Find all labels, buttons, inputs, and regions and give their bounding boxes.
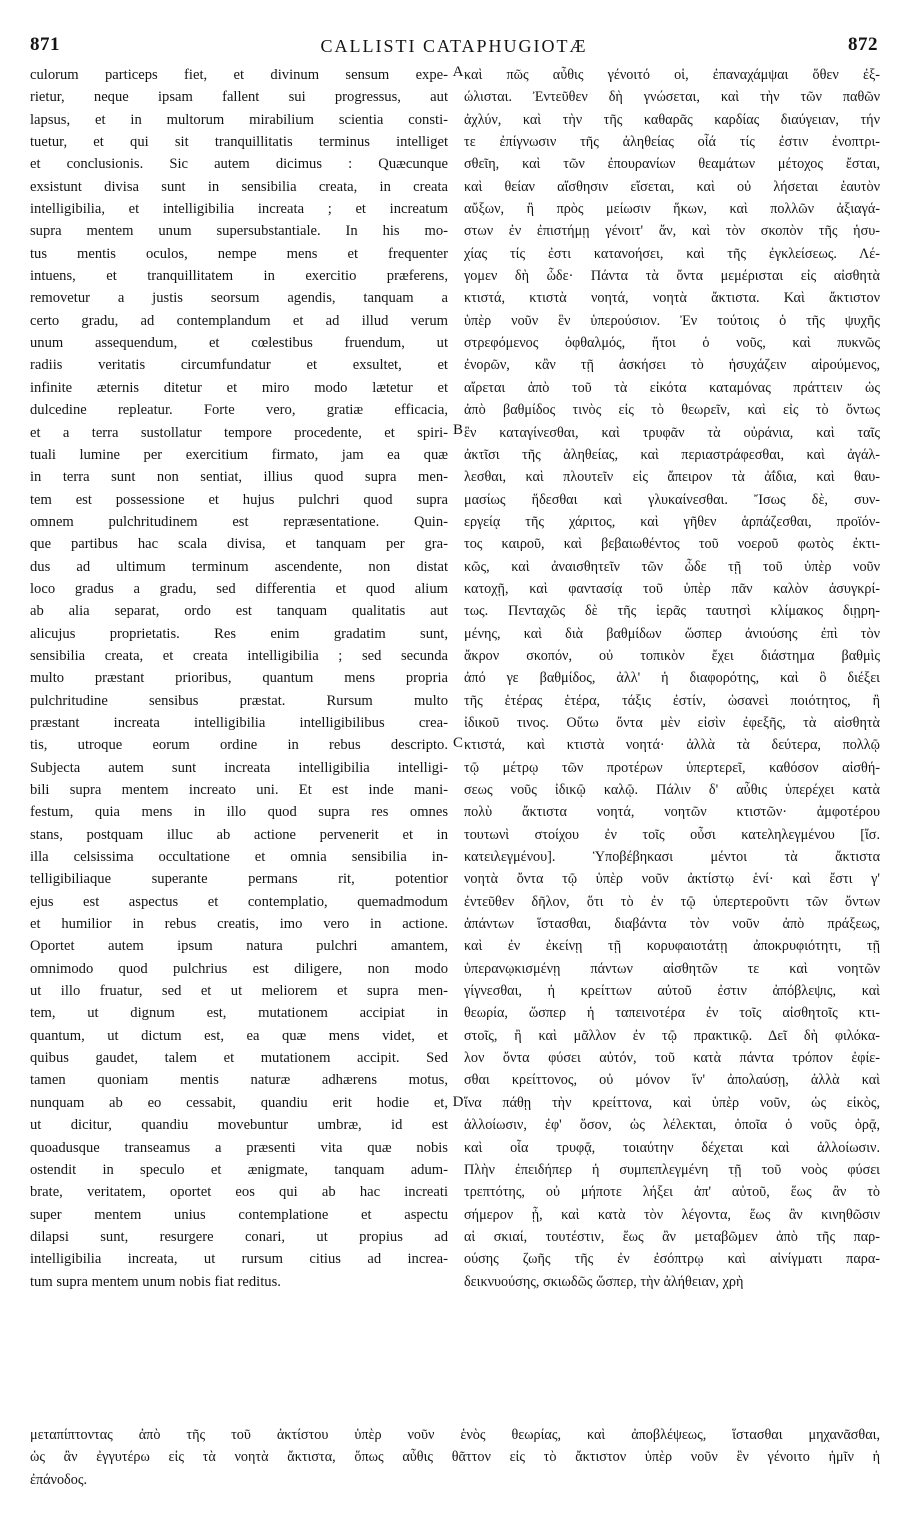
greek-text-line: στοῖς, ἢ καὶ μᾶλλον ἐν τῷ πρακτικῷ. Δεῖ δὴ φιλόκα- xyxy=(464,1027,880,1044)
left-page-number: 871 xyxy=(30,34,60,55)
latin-text-line: sensibilia creata, et creata intelligibilia ; sed secunda xyxy=(30,647,448,664)
latin-text-line: dilapsi sunt, resurgere conari, ut propius ad xyxy=(30,1228,448,1245)
greek-text-line: ἓν καταγίνεσθαι, καὶ τρυφᾶν τὰ οὐράνια, καὶ ταῖς xyxy=(464,424,880,441)
latin-text-line: omnem pulchritudinem est repræsentatione. Quin- xyxy=(30,513,448,530)
greek-text-line: σεως νοῦς ἰδικῷ καλῷ. Πάλιν δ' αὖθις ὑπερέχει κατὰ xyxy=(464,782,880,798)
greek-text-line: κτιστά, κτιστὰ νοητά, νοητὰ ἄκτιστα. Καὶ ἄκτιστον xyxy=(464,290,880,307)
latin-column xyxy=(30,64,448,1293)
greek-text-line: ούσης ζωῆς τῆς ἐν ἐσόπτρῳ καὶ αἰνίγματι παρα- xyxy=(464,1251,880,1268)
right-page-number: 872 xyxy=(848,34,878,55)
greek-text-line: καὶ πῶς αὖθις γένοιτό οἱ, ἐπαναχάμψαι ὅθεν ἐξ- xyxy=(464,67,880,83)
latin-text-line: et humilior in rebus creatis, imo vero in actione. xyxy=(30,916,448,933)
greek-text-line: ἀπὸ βαθμίδος τινὸς εἰς τὸ θεωρεῖν, καὶ εἰς τὸ ὄντως xyxy=(464,402,880,419)
latin-text-line: radiis veritatis circumfundatur et exsultet, et xyxy=(30,357,448,374)
section-marker-b: B xyxy=(452,422,463,438)
greek-text-line: λον ὄντα φύσει αὐτόν, τοῦ κατὰ πάντα τρόπον ἐφίε- xyxy=(464,1050,880,1067)
latin-text-line: Oportet autem ipsum natura pulchri amantem, xyxy=(30,938,448,955)
latin-text-line: præstant increata intelligibilia intelligibilibus crea- xyxy=(30,714,448,731)
greek-text-line: εργείᾳ τῆς χάριτος, καὶ γῆθεν ἁρπάζεσθαι, προϊόν- xyxy=(464,513,880,530)
latin-text-line: ut illo fruatur, sed et ut meliorem et supra men- xyxy=(30,983,448,1000)
greek-text-line: μασίως ἥδεσθαι καὶ γλυκαίνεσθαι. Ἴσως δὲ, συν- xyxy=(464,491,880,508)
greek-text-line: ώλισται. Ἐντεῦθεν δὴ γνώσεται, καὶ τὴν τῶν παθῶν xyxy=(464,89,880,106)
greek-text-line: στων ἐν ἐπιστήμῃ γένοιτ' ἄν, καὶ τὸν σκοπὸν τῆς ἡσυ- xyxy=(464,223,880,240)
greek-text-line: μένης, καὶ διὰ βαθμίδων ὥσπερ ἀνιούσης ἐπὶ τὸν xyxy=(464,625,880,642)
latin-text-line: supra mentem unum supersubstantiale. In his mo- xyxy=(30,223,448,240)
latin-text-line: dulcedine repleatur. Forte vero, gratiæ efficacia, xyxy=(30,402,448,419)
latin-text-line: intelligibilia increata, ut rursum citius ad increa- xyxy=(30,1251,448,1268)
greek-text-line: λεσθαι, καὶ πλουτεῖν εἰς ἄπειρον τὰ ἀΐδια, καὶ θαυ- xyxy=(464,469,880,486)
latin-text-line: culorum particeps fiet, et divinum sensum expe- xyxy=(30,67,448,83)
latin-text-line: stans, postquam illuc ab actione pervenerit et in xyxy=(30,826,448,843)
latin-text-line: et conclusionis. Sic autem dicimus : Quæcunque xyxy=(30,156,448,173)
greek-text-line: ὑπερανῳκισμένῃ πάντων αἰσθητῶν τε καὶ νοητῶν xyxy=(464,960,880,977)
footer-text-line: ἐπάνοδος. xyxy=(30,1471,88,1488)
latin-text-line: tem, ut dignum est, mutationem accipiat in xyxy=(30,1005,448,1022)
latin-text-line: tem est possessione et hujus pulchri quod supra xyxy=(30,491,448,508)
section-marker-a: A xyxy=(452,64,464,80)
latin-text-line: tus mentis oculos, nempe mens et frequenter xyxy=(30,245,448,262)
greek-text-line: τῷ μέτρῳ τῶν προτέρων ὑπερτερεῖ, καθόσον αἰσθή- xyxy=(464,759,880,776)
greek-text-line: χίας τίς ἐστι κατανοήσει, καὶ τῆς ἐγκλείσεως. Λέ- xyxy=(464,245,880,262)
greek-text-line: θεωρία, ὥσπερ ἡ ταπεινοτέρα ἐν τοῖς αἰσθητοῖς κτι- xyxy=(464,1005,880,1022)
greek-text-line: κατειλεγμένου]. Ὑποβέβηκασι μέντοι τὰ ἄκτιστα xyxy=(464,849,880,866)
latin-text-line: tuali lumine per exercitium firmato, jam ea quæ xyxy=(30,446,448,463)
greek-column xyxy=(464,64,880,1293)
greek-text-line: ἄκρον σκοπόν, οὐ τοπικὸν ἔχει διάστημα βαθμὶς xyxy=(464,647,880,664)
latin-text-line: removetur a justis seorsum agendis, tanquam a xyxy=(30,290,448,307)
latin-text-line: quantum, ut dictum est, ea quæ mens videt, et xyxy=(30,1027,448,1044)
latin-text-line: pulchritudine sensibus præstat. Rursum multo xyxy=(30,692,448,709)
latin-text-line: intelligibilia, et intelligibilia increata ; et increatum xyxy=(30,201,448,218)
greek-text-line: Πλὴν ἐπειδήπερ ἡ συμπεπλεγμένη τῇ τοῦ νοὸς φύσει xyxy=(464,1161,880,1178)
latin-text-line: dus ad ultimum terminum ascendente, non distat xyxy=(30,558,448,575)
greek-text-line: γομεν δὴ ὧδε· Πάντα τὰ ὄντα μεμέρισται εἰς αἰσθητὰ xyxy=(464,268,880,285)
latin-text-line: Subjecta autem sunt increata intelligibilia intelligi- xyxy=(30,759,448,776)
latin-text-line: tamen quoniam mentis naturæ adhærens motus, xyxy=(30,1072,448,1089)
greek-text-line: τῆς ἑτέρας ἑτέρα, τάξις ἐστίν, ὡσανεὶ ποιότητος, ἢ xyxy=(464,692,880,709)
greek-text-line: ἐντεῦθεν δῆλον, ὅτι τὸ ἐν τῷ ὑπερτεροῦντι τῶν ὄντων xyxy=(464,893,880,910)
greek-text-line: κῶς, καὶ ἀναισθητεῖν τῶν ὧδε τῇ τοῦ ὑπὲρ νοῦν xyxy=(464,558,880,575)
greek-text-line: τος καιροῦ, καὶ βεβαιωθέντος τοῦ νοεροῦ φωτὸς ἐκτι- xyxy=(464,536,880,553)
latin-text-line: tis, utroque eorum ordine in rebus descripto. xyxy=(30,737,448,754)
greek-text-line: τουτωνὶ στοίχου ἐν τοῖς οὖσι κατεληλεγμένου [ἴσ. xyxy=(464,826,880,843)
footer-greek-text xyxy=(30,1424,880,1491)
latin-text-line: ostendit in speculo et ænigmate, tanquam adum- xyxy=(30,1161,448,1178)
greek-text-line: καὶ θείαν αἴσθησιν εἴσεται, καὶ οὐ λήσεται ἑαυτὸν xyxy=(464,178,880,195)
greek-text-line: πολὺ ἄκτιστα νοητά, νοητῶν κτιστῶν· ἀμφοτέρου xyxy=(464,804,880,821)
latin-text-line: brate, veritatem, oportet eos qui ab hac increati xyxy=(30,1184,448,1201)
greek-text-line: στρεφόμενος ὀφθαλμός, ἤτοι ὁ νοῦς, καὶ πυκνῶς xyxy=(464,335,880,352)
greek-text-line: τρεπτότης, οὐ μήποτε λήξει ἀπ' αὐτοῦ, ἕως ἂν τὸ xyxy=(464,1184,880,1201)
latin-text-line: ejus est aspectus et contemplatio, quemadmodum xyxy=(30,893,448,910)
latin-text-line: alicujus proprietatis. Res enim gradatim sunt, xyxy=(30,625,448,642)
greek-text-line: αἴρεται ἀπὸ τοῦ τὰ εἰκότα καταμόνας πράττειν ὡς xyxy=(464,379,880,396)
latin-text-line: quibus gaudet, talem et mutationem accipit. Sed xyxy=(30,1050,448,1067)
running-title: CALLISTI CATAPHUGIOTÆ xyxy=(320,36,588,56)
greek-text-line: ὑπὲρ νοῦν ἓν ὑπερούσιον. Ἐν τούτοις ὁ τῆς ψυχῆς xyxy=(464,312,880,329)
latin-text-line: nunquam ab eo cessabit, quandiu erit hodie et, xyxy=(30,1094,448,1111)
greek-text-line: ἐνορῶν, κἂν τῇ ἀσκήσει τὸ ἡσυχάζειν αἱρούμενος, xyxy=(464,357,880,374)
latin-text-line: festum, quia mens in illo quod supra res omnes xyxy=(30,804,448,821)
greek-text-line: σήμερον ᾖ, καὶ κατὰ τὸν λέγοντα, ἕως ἂν κινηθῶσιν xyxy=(464,1206,880,1223)
latin-text-line: super mentem unius contemplatione et aspectu xyxy=(30,1206,448,1223)
greek-text-line: αὔξων, ἢ πρὸς μείωσιν ἥκων, καὶ πολλῶν ἀξιαγά- xyxy=(464,201,880,218)
greek-text-line: ἁπάντων ἵστασθαι, διαβάντα τὸν νοῦν ἀπὸ πράξεως, xyxy=(464,916,880,933)
latin-text-line: multo præstant prioribus, quantum mens propria xyxy=(30,670,448,687)
latin-text-line: rietur, neque ipsam fallent sui progressus, aut xyxy=(30,89,448,106)
page-header xyxy=(30,28,878,58)
greek-text-line: καὶ ἐν ἐκείνῃ τῇ κορυφαιοτάτῃ ἀποκρυφιότητι, τῇ xyxy=(464,938,880,955)
latin-text-line: omnimodo quod pulchrius est diligere, non modo xyxy=(30,960,448,977)
latin-text-line: illa celsissima occultatione et omnia sensibilia in- xyxy=(30,849,448,866)
greek-text-line: νοητὰ ὄντα τῷ ὑπὲρ νοῦν ἀκτίστῳ ἑνί· καὶ ἔστι γ' xyxy=(464,871,880,888)
greek-text-line: αἱ σκιαί, τουτέστιν, ἕως ἂν μεταβῶμεν ἀπὸ τῆς παρ- xyxy=(464,1228,880,1245)
latin-text-line: quoadusque transeamus a præsenti vita quæ nobis xyxy=(30,1139,448,1156)
greek-text-line: ἰδικοῦ τινος. Οὕτω ὄντα μὲν εἰσὶν ἐφεξῆς, τὰ αἰσθητὰ xyxy=(464,714,880,731)
latin-text-line: exsistunt divisa sunt in sensibilia creata, in creata xyxy=(30,178,448,195)
greek-text-line: ἵνα πάθῃ τὴν κρείττονα, καὶ ὑπὲρ νοῦν, ὡς εἰκὸς, xyxy=(464,1094,880,1111)
section-marker-c: C xyxy=(452,735,463,751)
latin-text-line: infinite æternis ditetur et miro modo lætetur et xyxy=(30,379,448,396)
greek-text-line: καὶ οἷα τρυφᾷ, τοιαύτην δέχεται καὶ ἀλλοίωσιν. xyxy=(464,1139,880,1156)
latin-text-line: intuens, et tranquillitatem in exercitio præferens, xyxy=(30,268,448,285)
greek-text-line: ἀκτῖσι τῆς ἀληθείας, καὶ περιαστράφεσθαι, καὶ ἀγάλ- xyxy=(464,446,880,463)
latin-text-line: lapsus, et in multorum mirabilium scientia consti- xyxy=(30,111,448,128)
latin-text-line: ab alia separat, ordo est tanquam qualitatis aut xyxy=(30,603,448,620)
latin-text-line: loco gradus a gradu, sed differentia et quod alium xyxy=(30,580,448,597)
greek-text-line: κατοχῇ, καὶ φαντασίᾳ τοῦ ὑπὲρ πᾶν καλὸν ἀσυγκρί- xyxy=(464,580,880,597)
latin-text-line: bili supra mentem increato uni. Et est inde mani- xyxy=(30,782,448,798)
greek-text-line: ἀλλοίωσιν, ἐφ' ὅσον, ὡς λέλεκται, ὁποῖα ὁ νοῦς ὁρᾷ, xyxy=(464,1117,880,1134)
latin-text-line: unum assequendum, et cœlestibus fruendum, ut xyxy=(30,335,448,352)
greek-text-line: τως. Πενταχῶς δὲ τῆς ἱερᾶς ταυτησὶ κλίμακος διῃρη- xyxy=(464,603,880,620)
latin-text-line: ut dicitur, quandiu movebuntur umbræ, id est xyxy=(30,1117,448,1134)
greek-text-line: κτιστά, καὶ κτιστὰ νοητά· ἀλλὰ τὰ δεύτερα, πολλῷ xyxy=(464,737,880,754)
latin-text-line: tum supra mentem unum nobis fiat reditus. xyxy=(30,1273,281,1290)
greek-text-line: ἀπό γε βαθμίδος, ἀλλ' ἡ διαφορότης, καὶ ὃ διέξει xyxy=(464,670,880,687)
latin-text-line: certo gradu, ad contemplandum et ad illud verum xyxy=(30,312,448,329)
footer-text-line: μεταπίπτοντας ἀπὸ τῆς τοῦ ἀκτίστου ὑπὲρ νοῦν ἑνὸς θεωρίας, καὶ ἀποβλέψεως, ἵστασθαι μηχανᾶσθαι, xyxy=(30,1427,880,1443)
latin-text-line: et a terra sustollatur tempore procedente, et spiri- xyxy=(30,424,448,441)
greek-text-line: σθαι κρείττονος, οὐ μόνον ἵν' ἀπολαύσῃ, ἀλλὰ καὶ xyxy=(464,1072,880,1089)
latin-text-line: tuetur, et qui sit tranquillitatis terminus intelliget xyxy=(30,134,448,151)
greek-text-line: σθεῖη, καὶ τῶν ἐπουρανίων θεαμάτων μέτοχος ἔσται, xyxy=(464,156,880,173)
section-marker-d: D xyxy=(452,1094,464,1110)
latin-text-line: que partibus hac scala divisa, et tanquam per gra- xyxy=(30,536,448,553)
latin-text-line: in terra sunt non sentiat, illius quod supra men- xyxy=(30,469,448,486)
greek-text-line: ἀχλύν, καὶ τὴν τῆς καθαρᾶς καρδίας διαύγειαν, τήν xyxy=(464,111,880,128)
footer-text-line: ὡς ἂν ἐγγυτέρω εἰς τὰ νοητὰ ἄκτιστα, ὅπως αὖθις θᾶττον εἰς τὸ ἄκτιστον ὑπὲρ νοῦν ἓν γένοιτο ἡμῖν ἡ xyxy=(30,1449,880,1466)
greek-text-line: τε ἐπίγνωσιν τῆς ἀληθείας οἷά τίς ἐστιν ἐνοπτρι- xyxy=(464,134,880,151)
greek-text-line: δεικνυούσης, σκιωδῶς ὥσπερ, τὴν ἀλήθειαν, χρὴ xyxy=(464,1273,744,1290)
latin-text-line: telligibiliaque superante permans rit, potentior xyxy=(30,871,448,888)
greek-text-line: γίγνεσθαι, ἡ κρείττων αὐτοῦ ἐστιν ἀπόβλεψις, καὶ xyxy=(464,983,880,1000)
